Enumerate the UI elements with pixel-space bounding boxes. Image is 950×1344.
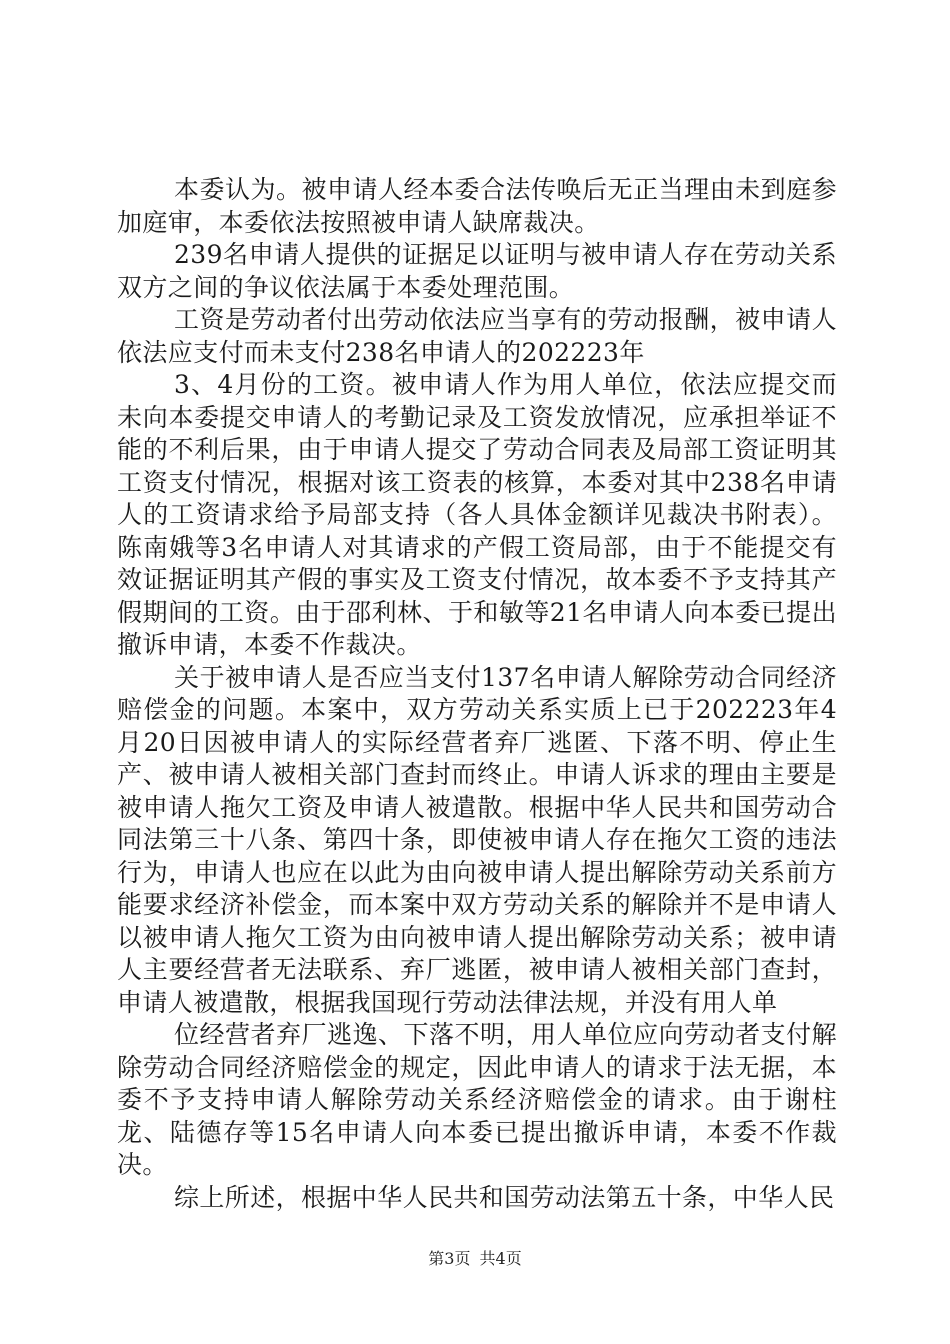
paragraph-wages-owed: 工资是劳动者付出劳动依法应当享有的劳动报酬，被申请人依法应支付而未支付238名申请人的202223年 <box>117 305 837 367</box>
page-number: 第3页 <box>428 1249 471 1268</box>
paragraph-default-judgment: 本委认为。被申请人经本委合法传唤后无正当理由未到庭参加庭审，本委依法按照被申请人缺席裁决。 <box>117 175 837 237</box>
page-footer <box>0 1246 950 1269</box>
paragraph-conclusion: 综上所述，根据中华人民共和国劳动法第五十条，中华人民 <box>174 1182 835 1212</box>
paragraph-jurisdiction: 239名申请人提供的证据足以证明与被申请人存在劳动关系双方之间的争议依法属于本委处理范围。 <box>117 240 837 302</box>
document-body <box>117 174 837 1214</box>
paragraph-compensation-issue: 关于被申请人是否应当支付137名申请人解除劳动合同经济赔偿金的问题。本案中，双方劳动关系实质上已于202223年4月20日因被申请人的实际经营者弃厂逃匿、下落不明、停止生产、被申请人被相关部门查封而终止。申请人诉求的理由主要是被申请人拖欠工资及申请人被遣散。根据中华人民共和国劳动合同法第三十八条、第四十条，即使被申请人存在拖欠工资的违法行为，申请人也应在以此为由向被申请人提出解除劳动关系前方能要求经济补偿金，而本案中双方劳动关系的解除并不是申请人以被申请人拖欠工资为由向被申请人提出解除劳动关系；被申请人主要经营者无法联系、弃厂逃匿，被申请人被相关部门查封，申请人被遣散，根据我国现行劳动法律法规，并没有用人单 <box>117 662 837 1017</box>
paragraph-compensation-ruling: 位经营者弃厂逃逸、下落不明，用人单位应向劳动者支付解除劳动合同经济赔偿金的规定，因此申请人的请求于法无据，本委不予支持申请人解除劳动关系经济赔偿金的请求。由于谢柱龙、陆德存等15名申请人向本委已提出撤诉申请，本委不作裁决。 <box>117 1020 837 1179</box>
paragraph-wage-ruling: 3、4月份的工资。被申请人作为用人单位，依法应提交而未向本委提交申请人的考勤记录及工资发放情况，应承担举证不能的不利后果，由于申请人提交了劳动合同表及局部工资证明其工资支付情况，根据对该工资表的核算，本委对其中238名申请人的工资请求给予局部支持（各人具体金额详见裁决书附表）。陈南娥等3名申请人对其请求的产假工资局部，由于不能提交有效证据证明其产假的事实及工资支付情况，故本委不予支持其产假期间的工资。由于邵利林、于和敏等21名申请人向本委已提出撤诉申请，本委不作裁决。 <box>117 370 837 659</box>
page-total: 共4页 <box>479 1249 522 1268</box>
